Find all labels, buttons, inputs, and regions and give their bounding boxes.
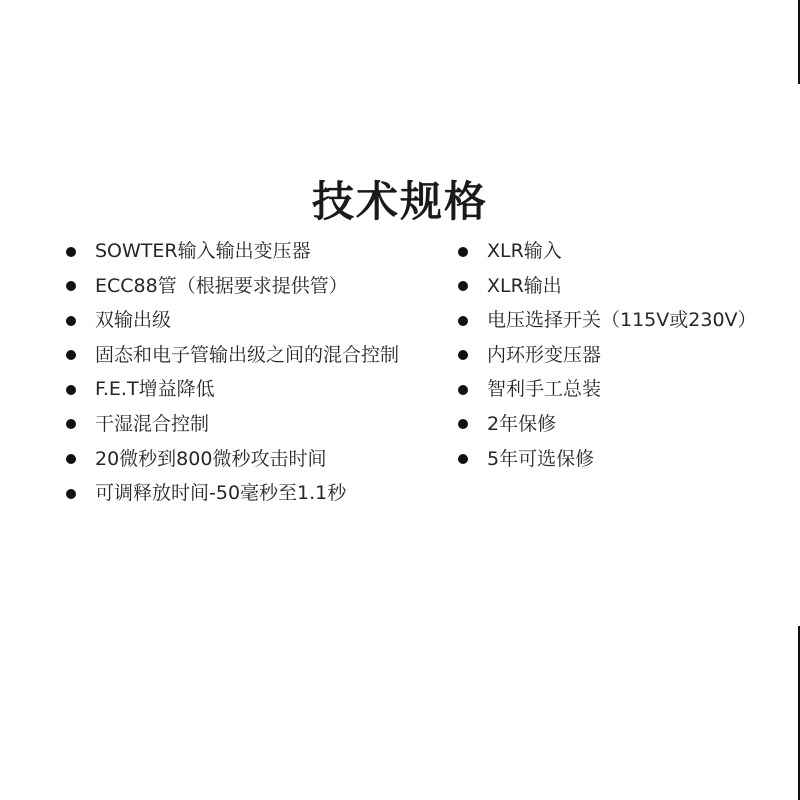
bullet-icon — [458, 419, 468, 429]
spec-item-label: ECC88管（根据要求提供管） — [95, 274, 348, 297]
spec-item-label: 电压选择开关（115V或230V） — [487, 309, 757, 332]
spec-item-label: SOWTER输入输出变压器 — [95, 240, 311, 262]
spec-item-label: 可调释放时间-50毫秒至1.1秒 — [95, 482, 347, 505]
spec-item — [66, 338, 456, 373]
spec-item — [66, 407, 456, 442]
spec-list-left — [66, 234, 456, 511]
bullet-icon — [458, 281, 468, 291]
spec-item — [458, 303, 794, 338]
bullet-icon — [458, 385, 468, 395]
spec-item — [458, 407, 794, 442]
spec-item — [66, 269, 456, 304]
spec-item — [458, 269, 794, 304]
bullet-icon — [458, 316, 468, 326]
spec-item — [458, 442, 794, 477]
bullet-icon — [458, 247, 468, 257]
spec-item — [66, 372, 456, 407]
bullet-icon — [66, 247, 76, 257]
spec-item-label: 干湿混合控制 — [95, 412, 210, 435]
bullet-icon — [458, 454, 468, 464]
spec-item — [66, 234, 456, 269]
bullet-icon — [66, 316, 76, 326]
bullet-icon — [66, 489, 76, 499]
spec-item-label: 20微秒到800微秒攻击时间 — [95, 447, 327, 470]
spec-item-label: 固态和电子管输出级之间的混合控制 — [95, 343, 400, 366]
bullet-icon — [66, 419, 76, 429]
spec-item-label: F.E.T增益降低 — [95, 378, 215, 401]
spec-item-label: 双输出级 — [95, 309, 172, 332]
spec-item-label: 2年保修 — [487, 412, 557, 435]
bullet-icon — [66, 385, 76, 395]
spec-list-right — [458, 234, 794, 476]
spec-item-label: 内环形变压器 — [487, 343, 602, 366]
spec-item-label: 5年可选保修 — [487, 447, 595, 470]
spec-item — [66, 442, 456, 477]
spec-item — [458, 338, 794, 373]
spec-item — [458, 372, 794, 407]
bullet-icon — [66, 350, 76, 360]
spec-item-label: 智利手工总装 — [487, 378, 602, 401]
spec-item-label: XLR输出 — [487, 274, 562, 297]
bullet-icon — [458, 350, 468, 360]
bullet-icon — [66, 281, 76, 291]
page-title: 技术规格 — [311, 177, 488, 227]
spec-item-label: XLR输入 — [487, 240, 562, 262]
bullet-icon — [66, 454, 76, 464]
spec-item — [458, 234, 794, 269]
spec-item — [66, 303, 456, 338]
spec-item — [66, 476, 456, 511]
